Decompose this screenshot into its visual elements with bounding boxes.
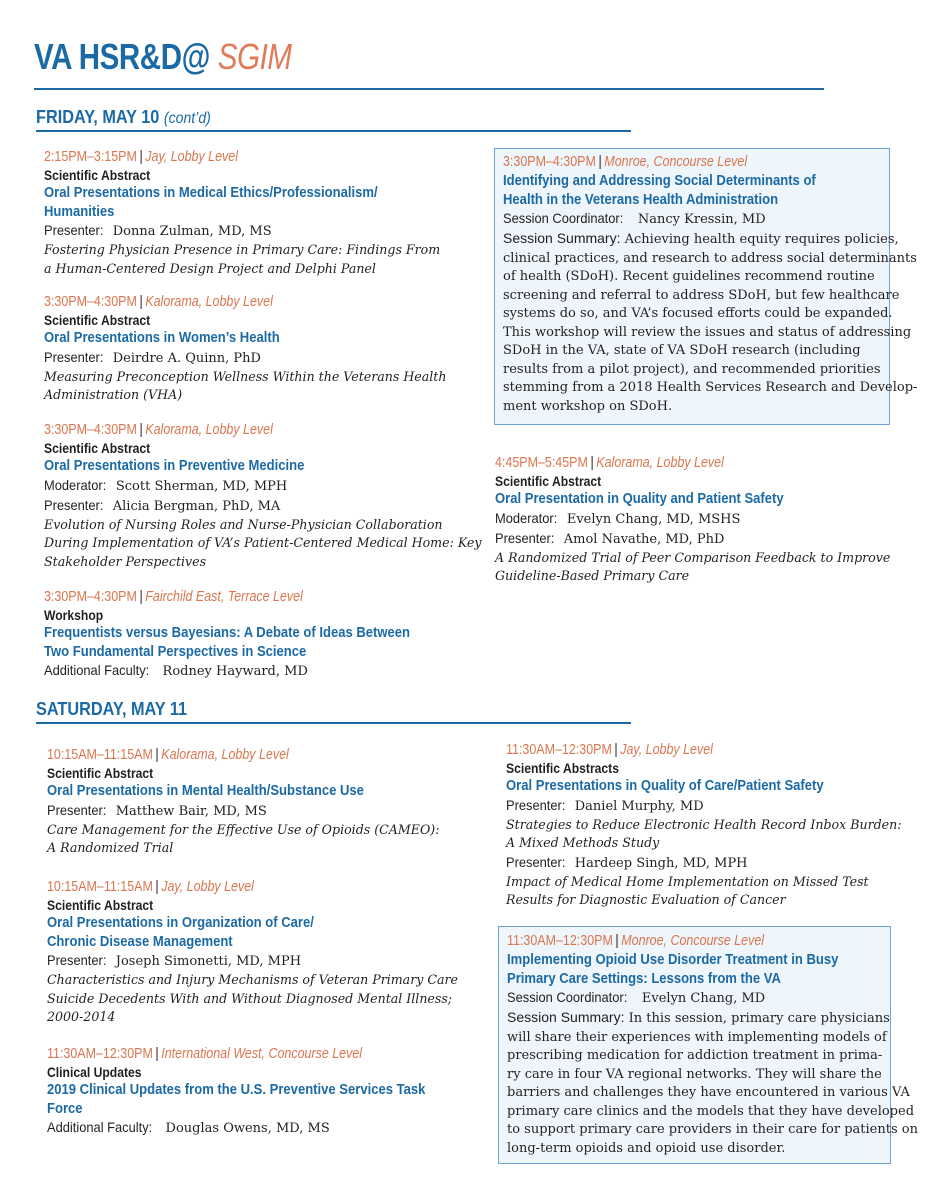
session-title: Identifying and Addressing Social Determinants of (503, 173, 816, 189)
session-type: Scientific Abstract (44, 168, 151, 183)
session-title: Implementing Opioid Use Disorder Treatment in Busy (507, 952, 839, 968)
session-f5-box (494, 148, 918, 425)
session-desc: Guideline-Based Primary Care (495, 568, 690, 583)
day-rule-friday (36, 130, 631, 132)
session-title: Oral Presentations in Organization of Care/ (47, 915, 314, 931)
session-desc: Fostering Physician Presence in Primary Care: Findings From (44, 242, 441, 257)
session-time: 10:15AM–11:15AM | Jay, Lobby Level (47, 879, 254, 895)
session-summary: This workshop will review the issues and status of addressing (503, 324, 912, 340)
session-person: Presenter: Matthew Bair, MD, MS (47, 801, 267, 819)
session-desc: Strategies to Reduce Electronic Health Record Inbox Burden: (506, 816, 902, 832)
session-person: Presenter: Hardeep Singh, MD, MPH (506, 853, 748, 871)
session-desc: Suicide Decedents With and Without Diagnosed Mental Illness; (47, 990, 453, 1006)
session-summary: ment workshop on SDoH. (503, 398, 673, 414)
session-person: Additional Faculty: Rodney Hayward, MD (44, 662, 308, 679)
session-desc: A Mixed Methods Study (506, 835, 660, 850)
session-time: 11:30AM–12:30PM | Monroe, Concourse Level (507, 933, 765, 949)
session-type: Scientific Abstract (44, 441, 151, 456)
page-title-main: VA HSR&D@ (34, 36, 210, 77)
session-desc: A Randomized Trial of Peer Comparison Feedback to Improve (495, 549, 891, 565)
session-summary: will share their experiences with implementing models of (507, 1029, 887, 1045)
session-time: 4:45PM–5:45PM | Kalorama, Lobby Level (495, 455, 724, 471)
session-f1 (44, 148, 440, 278)
session-time: 2:15PM–3:15PM | Jay, Lobby Level (44, 149, 238, 165)
session-desc: Evolution of Nursing Roles and Nurse-Physician Collaboration (44, 516, 443, 532)
session-person: Moderator: Evelyn Chang, MD, MSHS (495, 509, 741, 527)
day-cont: (cont’d) (163, 110, 211, 127)
session-s1 (47, 746, 439, 858)
session-title: Chronic Disease Management (47, 933, 233, 950)
day-rule-saturday (36, 722, 631, 724)
session-time: 11:30AM–12:30PM | Jay, Lobby Level (506, 742, 713, 758)
session-summary: prescribing medication for addiction treatment in prima- (507, 1048, 883, 1063)
session-summary: Session Summary: In this session, primary care physicians (507, 1009, 890, 1026)
session-summary: long-term opioids and opioid use disorder. (507, 1140, 786, 1156)
session-f4 (44, 588, 451, 681)
session-title: Force (47, 1100, 83, 1117)
session-person: Presenter: Deirdre A. Quinn, PhD (44, 348, 261, 366)
page-title (34, 36, 292, 78)
session-summary: Session Summary: Achieving health equity requires policies, (503, 230, 899, 247)
session-title: Health in the Veterans Health Administration (503, 191, 779, 208)
session-desc: Care Management for the Effective Use of Opioids (CAMEO): (47, 821, 440, 837)
day-heading-saturday (36, 698, 187, 720)
session-person: Presenter: Alicia Bergman, PhD, MA (44, 496, 281, 514)
session-desc: Administration (VHA) (44, 387, 183, 402)
session-type: Clinical Updates (47, 1065, 142, 1080)
day-label: SATURDAY, MAY 11 (36, 698, 188, 719)
page-title-accent: SGIM (209, 36, 292, 77)
session-person: Presenter: Joseph Simonetti, MD, MPH (47, 952, 302, 969)
session-desc: Stakeholder Perspectives (44, 553, 207, 569)
session-type: Scientific Abstract (495, 474, 602, 489)
session-summary: barriers and challenges they have encountered in various VA (507, 1085, 910, 1100)
session-summary: systems do so, and VA’s focused efforts could be expanded. (503, 306, 893, 321)
session-time: 3:30PM–4:30PM | Monroe, Concourse Level (503, 154, 748, 170)
session-s4 (506, 741, 901, 910)
session-person: Session Coordinator: Nancy Kressin, MD (503, 210, 766, 227)
session-title: Oral Presentations in Women’s Health (44, 330, 280, 346)
session-title: Oral Presentations in Preventive Medicine (44, 458, 305, 474)
session-desc: a Human-Centered Design Project and Delphi Panel (44, 260, 376, 276)
session-title: Oral Presentations in Medical Ethics/Professionalism/ (44, 185, 378, 201)
session-desc: A Randomized Trial (47, 840, 174, 855)
session-person: Presenter: Amol Navathe, MD, PhD (495, 529, 725, 547)
session-desc: 2000-2014 (47, 1009, 116, 1024)
session-person: Presenter: Daniel Murphy, MD (506, 796, 704, 814)
session-type: Scientific Abstracts (506, 761, 619, 776)
session-title: Oral Presentations in Mental Health/Substance Use (47, 783, 364, 799)
session-summary: of health (SDoH). Recent guidelines recommend routine (503, 269, 875, 284)
session-desc: Results for Diagnostic Evaluation of Cancer (506, 892, 786, 907)
session-summary: screening and referral to address SDoH, but few healthcare (503, 287, 900, 303)
session-type: Scientific Abstract (47, 898, 154, 913)
day-heading-friday (36, 106, 211, 128)
session-desc: Characteristics and Injury Mechanisms of Veteran Primary Care (47, 972, 458, 987)
session-person: Session Coordinator: Evelyn Chang, MD (507, 989, 766, 1006)
session-summary: to support primary care providers in their care for patients on (507, 1122, 918, 1137)
session-summary: primary care clinics and the models that they have developed (507, 1103, 915, 1119)
session-time: 3:30PM–4:30PM | Kalorama, Lobby Level (44, 294, 273, 310)
session-s3 (47, 1045, 467, 1138)
session-summary: SDoH in the VA, state of VA SDoH research (including (503, 343, 861, 358)
session-type: Scientific Abstract (44, 313, 151, 328)
session-title: Frequentists versus Bayesians: A Debate of Ideas Between (44, 625, 411, 641)
session-title: 2019 Clinical Updates from the U.S. Preventive Services Task (47, 1082, 426, 1098)
session-summary: clinical practices, and research to address social determinants (503, 250, 917, 266)
session-person: Presenter: Donna Zulman, MD, MS (44, 222, 272, 239)
session-desc: During Implementation of VA’s Patient-Centered Medical Home: Key (44, 535, 482, 550)
session-f6 (495, 454, 890, 586)
session-summary: stemming from a 2018 Health Services Research and Develop- (503, 380, 918, 395)
session-s5-box (498, 926, 918, 1164)
session-s2 (47, 878, 458, 1027)
session-summary: ry care in four VA regional networks. They will share the (507, 1066, 882, 1082)
session-type: Workshop (44, 608, 104, 623)
session-time: 10:15AM–11:15AM | Kalorama, Lobby Level (47, 747, 289, 763)
session-person: Additional Faculty: Douglas Owens, MD, MS (47, 1119, 330, 1136)
session-title: Oral Presentations in Quality of Care/Patient Safety (506, 778, 824, 794)
session-desc: Measuring Preconception Wellness Within the Veterans Health (44, 368, 447, 384)
header-rule (34, 88, 824, 90)
session-title: Two Fundamental Perspectives in Science (44, 643, 307, 660)
session-title: Oral Presentation in Quality and Patient Safety (495, 491, 784, 507)
session-desc: Impact of Medical Home Implementation on Missed Test (506, 873, 869, 889)
session-time: 11:30AM–12:30PM | International West, Concourse Level (47, 1046, 363, 1062)
session-f2 (44, 293, 446, 405)
session-title: Humanities (44, 203, 115, 220)
day-label: FRIDAY, MAY 10 (36, 106, 160, 127)
session-person: Moderator: Scott Sherman, MD, MPH (44, 476, 288, 494)
session-title: Primary Care Settings: Lessons from the VA (507, 970, 781, 987)
session-time: 3:30PM–4:30PM | Kalorama, Lobby Level (44, 422, 273, 438)
session-time: 3:30PM–4:30PM | Fairchild East, Terrace Level (44, 589, 303, 605)
session-type: Scientific Abstract (47, 766, 154, 781)
session-f3 (44, 421, 481, 571)
session-summary: results from a pilot project), and recommended priorities (503, 361, 881, 377)
